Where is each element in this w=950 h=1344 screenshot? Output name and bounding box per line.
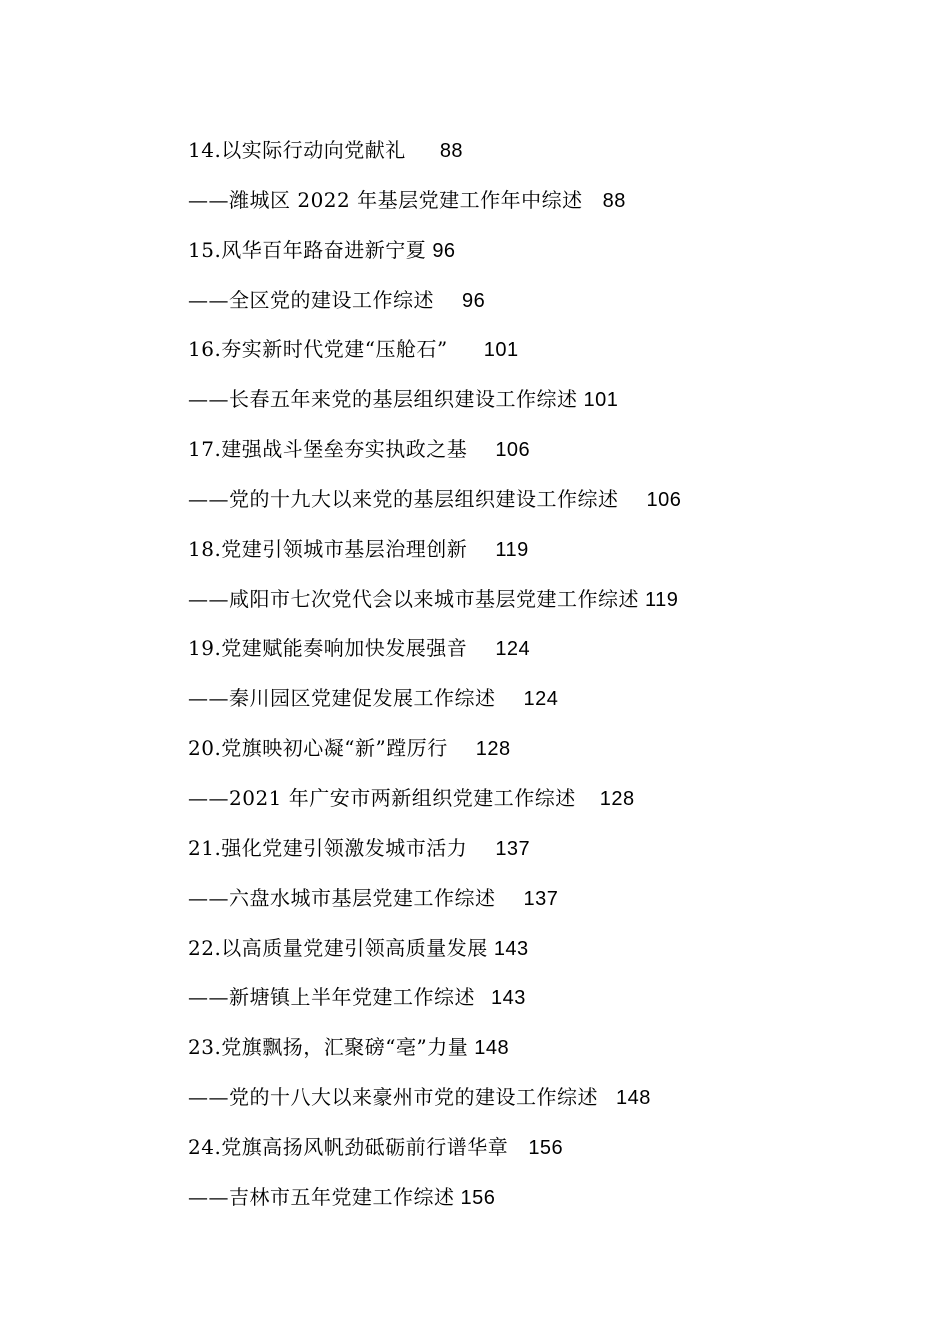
toc-entry: [188, 632, 888, 682]
toc-entry-title: ——秦川园区党建促发展工作综述: [188, 686, 496, 711]
toc-entry-title: ——潍城区 2022 年基层党建工作年中综述: [188, 187, 583, 212]
toc-entry-page-number: 119: [645, 588, 679, 611]
toc-entry: [188, 1031, 888, 1081]
toc-entry: [188, 782, 888, 832]
toc-entry-page-number: 143: [491, 987, 526, 1010]
toc-entry-title: ——六盘水城市基层党建工作综述: [188, 885, 496, 910]
toc-entry-page-number: 96: [432, 239, 456, 262]
toc-entry-title: 15.风华百年路奋进新宁夏: [188, 237, 427, 262]
toc-entry-title: ——咸阳市七次党代会以来城市基层党建工作综述: [188, 586, 639, 611]
toc-entry: [188, 533, 888, 583]
toc-entry: [188, 1081, 888, 1131]
toc-entry-title: 20.党旗映初心凝“新”蹚厉行: [188, 736, 448, 761]
toc-entry-page-number: 119: [495, 538, 529, 561]
toc-entry-page-number: 156: [528, 1136, 564, 1159]
toc-entry: [188, 284, 888, 334]
toc-entry-title: ——党的十八大以来豪州市党的建设工作综述: [188, 1085, 598, 1110]
toc-entry: [188, 981, 888, 1031]
toc-entry-title: 24.党旗高扬风帆劲砥砺前行谱华章: [188, 1134, 509, 1159]
toc-entry-title: ——2021 年广安市两新组织党建工作综述: [188, 785, 576, 810]
toc-entry-page-number: 88: [439, 140, 464, 162]
toc-entry-title: 21.强化党建引领激发城市活力: [188, 835, 468, 860]
toc-entry-page-number: 137: [523, 887, 559, 910]
toc-entry-page-number: 128: [599, 787, 635, 810]
toc-entry-page-number: 124: [523, 688, 559, 711]
toc-entry: [188, 732, 888, 782]
toc-entry: [188, 383, 888, 433]
toc-entry-title: 16.夯实新时代党建“压舱石”: [188, 337, 448, 362]
toc-entry: [188, 1181, 888, 1231]
toc-entry-title: ——党的十九大以来党的基层组织建设工作综述: [188, 486, 619, 511]
toc-entry-title: ——全区党的建设工作综述: [188, 287, 434, 312]
toc-entry-title: 18.党建引领城市基层治理创新: [188, 536, 468, 561]
toc-entry: [188, 882, 888, 932]
toc-entry: [188, 682, 888, 732]
toc-entry-page-number: 96: [462, 289, 486, 312]
toc-entry: [188, 433, 888, 483]
toc-entry-page-number: 148: [616, 1087, 651, 1110]
toc-entry-title: 17.建强战斗堡垒夯实执政之基: [188, 437, 468, 462]
toc-entry-page-number: 137: [495, 837, 531, 860]
toc-entry-page-number: 128: [475, 738, 511, 761]
toc-entry-page-number: 101: [483, 339, 519, 362]
toc-entry-page-number: 106: [495, 439, 531, 462]
toc-entry-page-number: 88: [602, 189, 626, 212]
toc-entry-title: 14.以实际行动向党献礼: [188, 138, 406, 162]
toc-entry-page-number: 148: [474, 1037, 510, 1060]
toc-entry-page-number: 101: [583, 389, 619, 412]
toc-entry: [188, 1131, 888, 1181]
toc-entry: [188, 134, 888, 184]
toc-entry-title: 19.党建赋能奏响加快发展强音: [188, 636, 468, 661]
toc-entry: [188, 583, 888, 633]
toc-entry-title: ——吉林市五年党建工作综述: [188, 1184, 455, 1209]
toc-entry-page-number: 106: [646, 488, 682, 511]
toc-entry: [188, 483, 888, 533]
toc-entry-page-number: 156: [460, 1186, 496, 1209]
toc-entry: [188, 333, 888, 383]
toc-entry: [188, 234, 888, 284]
toc-entry-title: 22.以高质量党建引领高质量发展: [188, 935, 488, 960]
table-of-contents: [188, 134, 888, 1231]
toc-entry: [188, 184, 888, 234]
toc-entry: [188, 832, 888, 882]
toc-entry-title: ——长春五年来党的基层组织建设工作综述: [188, 387, 578, 412]
toc-entry-page-number: 143: [493, 937, 529, 960]
toc-entry-page-number: 124: [495, 638, 531, 661]
toc-entry-title: 23.党旗飘扬，汇聚磅“亳”力量: [188, 1035, 469, 1060]
toc-entry: [188, 932, 888, 982]
toc-entry-title: ——新塘镇上半年党建工作综述: [188, 985, 475, 1010]
